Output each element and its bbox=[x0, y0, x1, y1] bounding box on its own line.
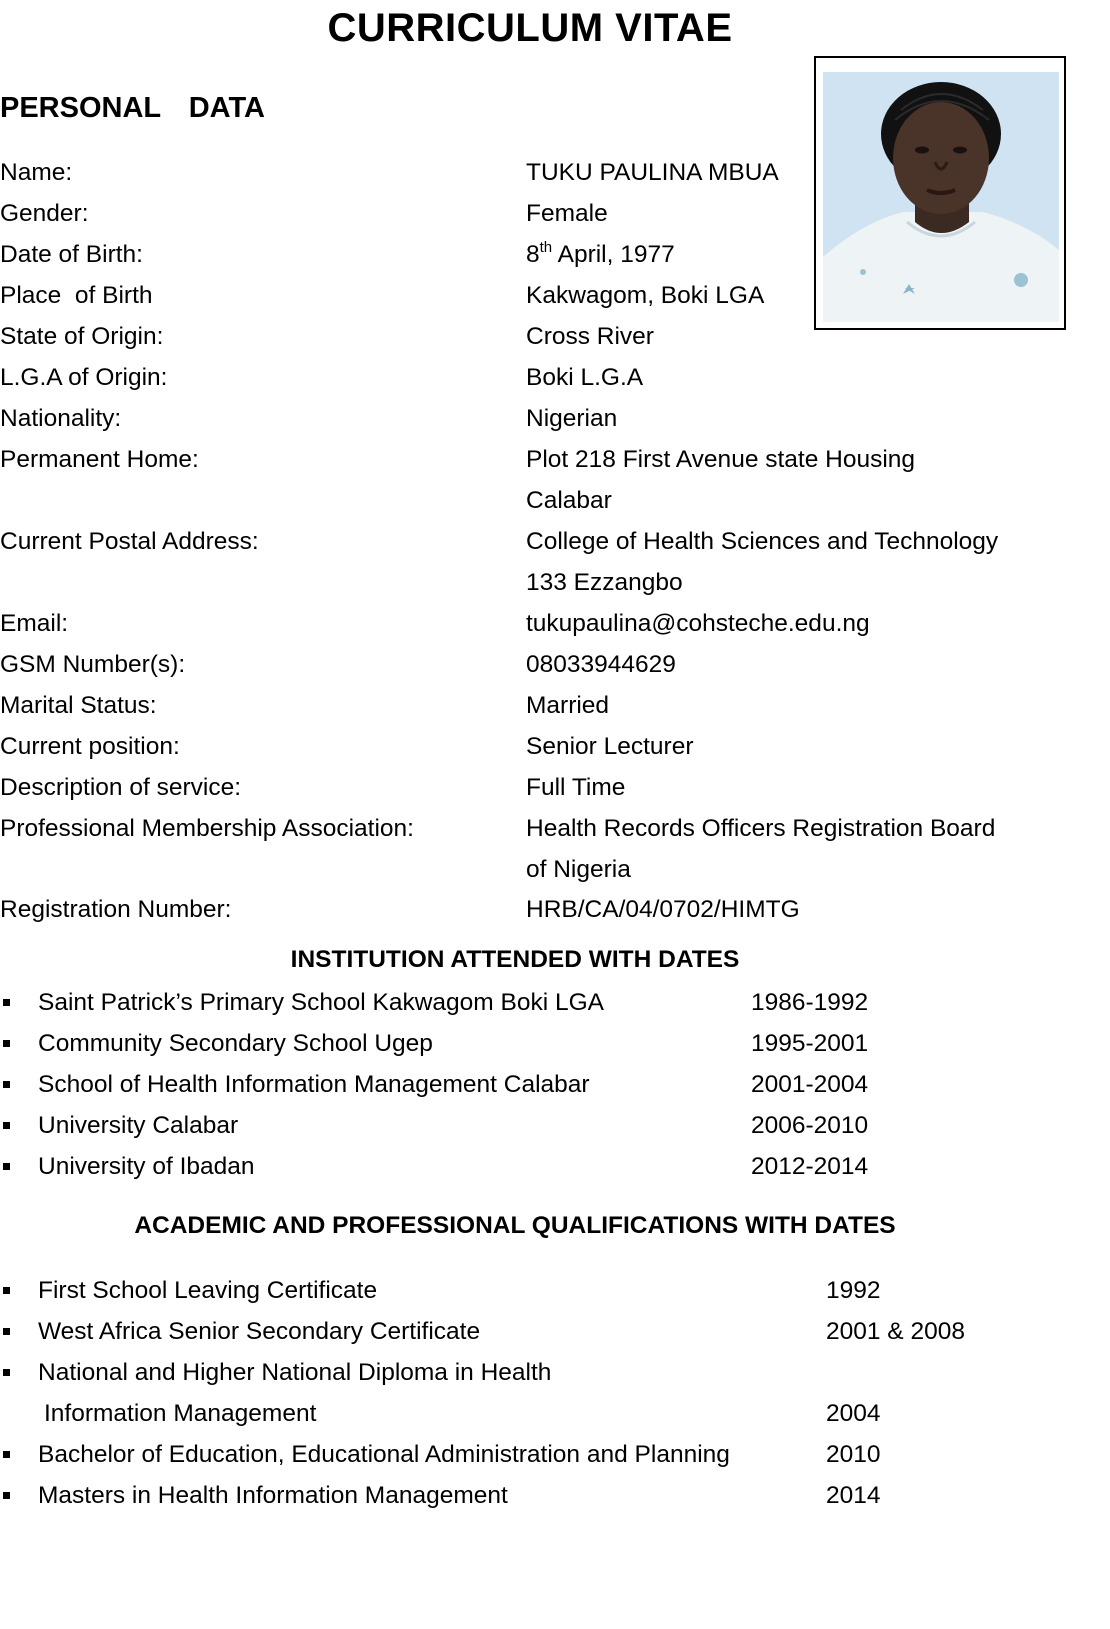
institution-years: 1995-2001 bbox=[751, 1030, 869, 1057]
field-value: Kakwagom, Boki LGA bbox=[526, 282, 765, 309]
field-value bbox=[526, 521, 1066, 603]
field-label: Description of service: bbox=[0, 774, 242, 801]
field-label: Professional Membership Association: bbox=[0, 815, 414, 842]
bullet-icon bbox=[3, 1122, 10, 1129]
passport-photo bbox=[823, 72, 1059, 322]
qualification-year: 2014 bbox=[826, 1482, 881, 1509]
qualification-year: 2010 bbox=[826, 1441, 881, 1468]
field-label: Gender: bbox=[0, 200, 89, 227]
bullet-icon bbox=[3, 1287, 10, 1294]
institution-item bbox=[0, 1105, 1080, 1146]
field-label: Current position: bbox=[0, 733, 180, 760]
dob-rest: April, 1977 bbox=[552, 241, 675, 268]
institution-name: School of Health Information Management Calabar bbox=[38, 1071, 590, 1098]
value-line: 133 Ezzangbo bbox=[526, 569, 683, 596]
qualification-item bbox=[0, 1475, 1080, 1516]
field-label: Current Postal Address: bbox=[0, 528, 259, 555]
bullet-icon bbox=[3, 1492, 10, 1499]
institution-years: 2001-2004 bbox=[751, 1071, 869, 1098]
qualification-year: 1992 bbox=[826, 1277, 881, 1304]
field-value bbox=[526, 439, 1066, 521]
value-line: Health Records Officers Registration Board bbox=[526, 815, 996, 842]
field-value: Female bbox=[526, 200, 608, 227]
qualification-name: Bachelor of Education, Educational Administration and Planning bbox=[38, 1441, 730, 1468]
email-value: tukupaulina@cohsteche.edu.ng bbox=[526, 610, 870, 637]
qualification-name: First School Leaving Certificate bbox=[38, 1277, 378, 1304]
institution-years: 1986-1992 bbox=[751, 989, 869, 1016]
qualification-year: 2001 & 2008 bbox=[826, 1318, 965, 1345]
bullet-icon bbox=[3, 999, 10, 1006]
field-value: HRB/CA/04/0702/HIMTG bbox=[526, 896, 800, 923]
institution-item bbox=[0, 1023, 1080, 1064]
bullet-icon bbox=[3, 1328, 10, 1335]
field-label: State of Origin: bbox=[0, 323, 164, 350]
institutions-heading: INSTITUTION ATTENDED WITH DATES bbox=[290, 946, 740, 973]
field-label: Name: bbox=[0, 159, 73, 186]
institution-name: Saint Patrick’s Primary School Kakwagom Boki LGA bbox=[38, 989, 604, 1016]
field-label: Place of Birth bbox=[0, 282, 153, 309]
qualification-name: Masters in Health Information Management bbox=[38, 1482, 508, 1509]
qualification-year: 2004 bbox=[826, 1400, 881, 1427]
field-label: L.G.A of Origin: bbox=[0, 364, 168, 391]
document-title: CURRICULUM VITAE bbox=[327, 6, 733, 50]
institution-name: University of Ibadan bbox=[38, 1153, 255, 1180]
field-value: TUKU PAULINA MBUA bbox=[526, 159, 779, 186]
field-label: Nationality: bbox=[0, 405, 122, 432]
field-label: Email: bbox=[0, 610, 69, 637]
institution-item bbox=[0, 982, 1080, 1023]
institution-item bbox=[0, 1064, 1080, 1105]
qualification-item bbox=[0, 1352, 1080, 1434]
value-line: of Nigeria bbox=[526, 856, 631, 883]
bullet-icon bbox=[3, 1040, 10, 1047]
dob-day: 8 bbox=[526, 241, 540, 268]
bullet-icon bbox=[3, 1451, 10, 1458]
bullet-icon bbox=[3, 1081, 10, 1088]
qualification-name-line1: National and Higher National Diploma in Health bbox=[38, 1359, 552, 1386]
institution-item bbox=[0, 1146, 1080, 1187]
institution-name: Community Secondary School Ugep bbox=[38, 1030, 433, 1057]
institution-years: 2012-2014 bbox=[751, 1153, 869, 1180]
bullet-icon bbox=[3, 1163, 10, 1170]
field-value: 08033944629 bbox=[526, 651, 676, 678]
field-label: Marital Status: bbox=[0, 692, 157, 719]
institution-name: University Calabar bbox=[38, 1112, 239, 1139]
field-value: Boki L.G.A bbox=[526, 364, 644, 391]
field-label: GSM Number(s): bbox=[0, 651, 186, 678]
field-value: Married bbox=[526, 692, 610, 719]
bullet-icon bbox=[3, 1369, 10, 1376]
field-label: Date of Birth: bbox=[0, 241, 143, 268]
value-line: College of Health Sciences and Technology bbox=[526, 528, 999, 555]
qualification-item bbox=[0, 1434, 1080, 1475]
qualification-name: West Africa Senior Secondary Certificate bbox=[38, 1318, 481, 1345]
field-value: Full Time bbox=[526, 774, 626, 801]
value-line: Calabar bbox=[526, 487, 612, 514]
field-label: Registration Number: bbox=[0, 896, 232, 923]
institution-years: 2006-2010 bbox=[751, 1112, 869, 1139]
value-line: Plot 218 First Avenue state Housing bbox=[526, 446, 916, 473]
field-value: Nigerian bbox=[526, 405, 618, 432]
field-value: Cross River bbox=[526, 323, 654, 350]
field-label: Permanent Home: bbox=[0, 446, 199, 473]
qualifications-heading: ACADEMIC AND PROFESSIONAL QUALIFICATIONS WITH DATES bbox=[134, 1212, 896, 1239]
passport-photo-frame bbox=[814, 56, 1066, 330]
qualification-item bbox=[0, 1311, 1080, 1352]
qualification-name-line2: Information Management bbox=[44, 1400, 317, 1427]
qualification-item bbox=[0, 1270, 1080, 1311]
field-value: Senior Lecturer bbox=[526, 733, 694, 760]
field-value bbox=[526, 808, 1066, 890]
dob-ordinal: th bbox=[539, 239, 553, 256]
personal-data-heading: PERSONAL DATA bbox=[0, 92, 265, 124]
